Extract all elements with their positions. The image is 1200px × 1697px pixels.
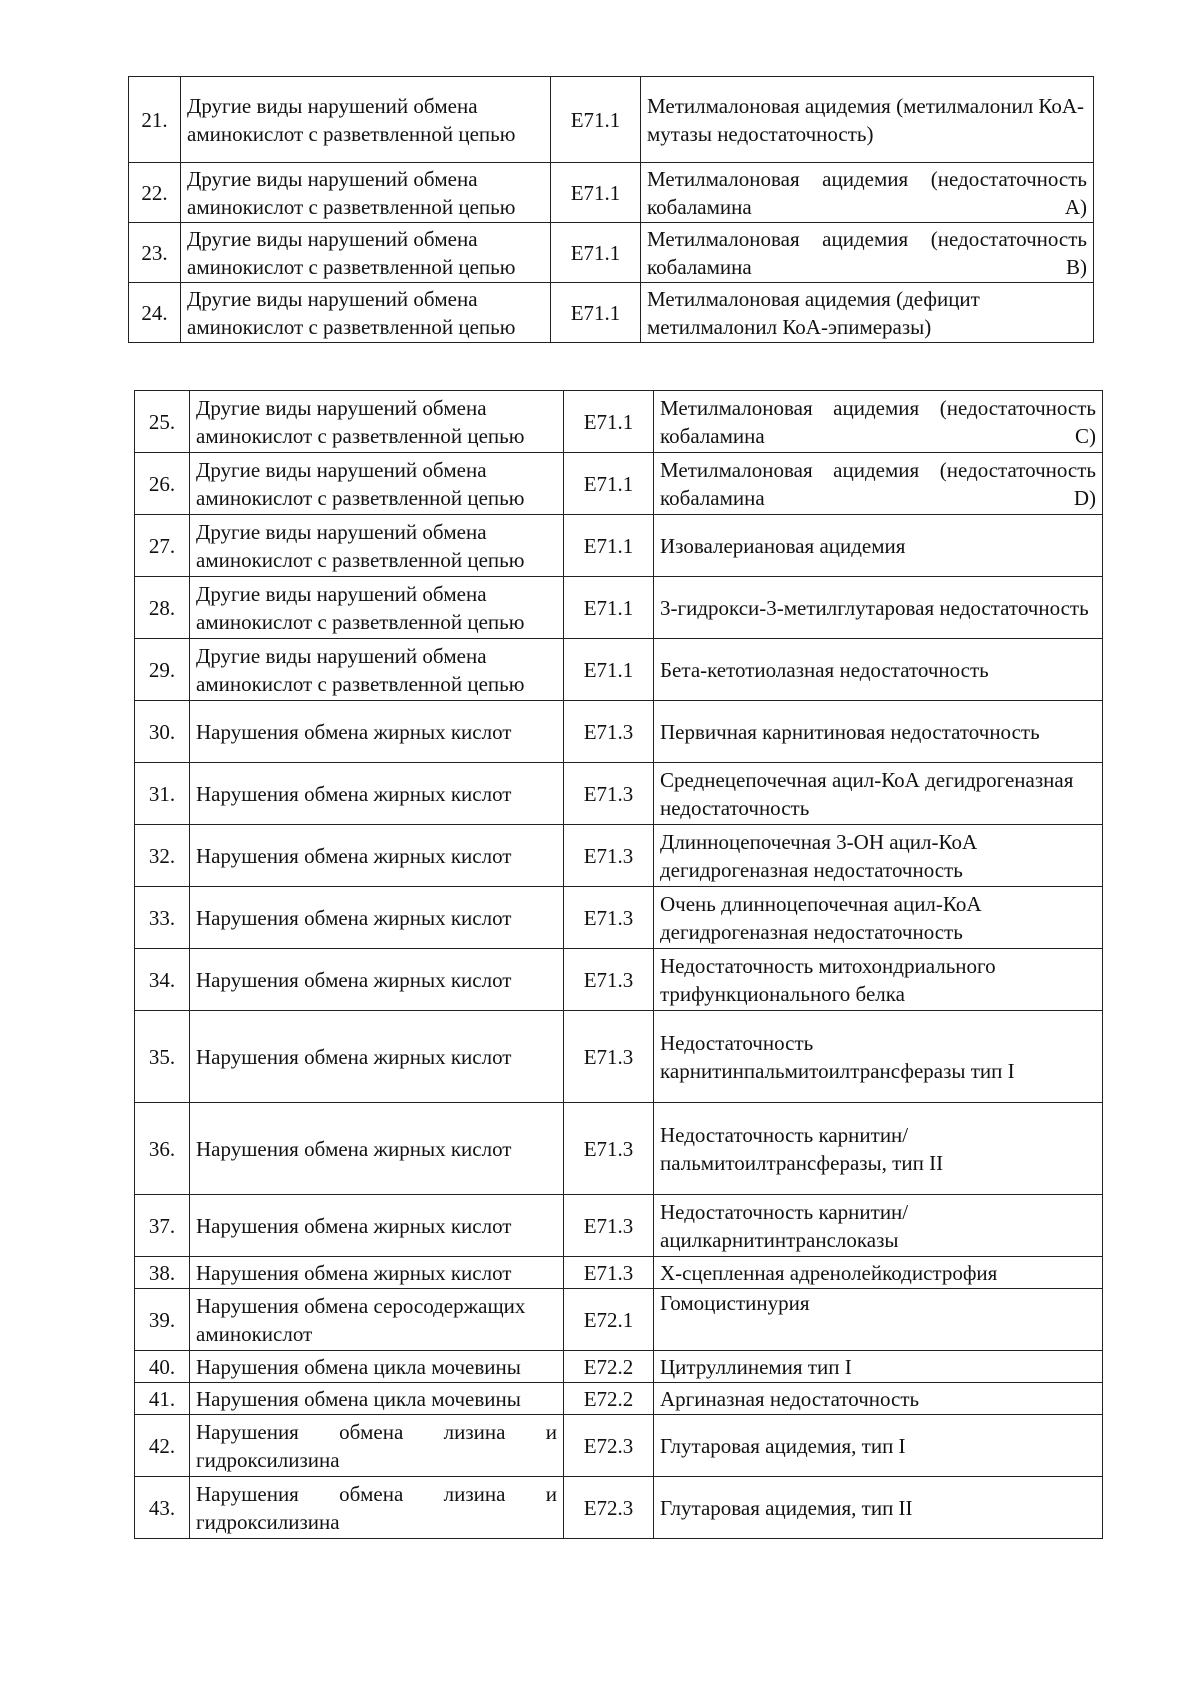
- disease-group: Другие виды нарушений обмена аминокислот с разветвленной цепью: [190, 577, 564, 639]
- table-row: [135, 1257, 1103, 1289]
- disease-group: Другие виды нарушений обмена аминокислот с разветвленной цепью: [181, 77, 551, 163]
- disease-group: Нарушения обмена жирных кислот: [190, 949, 564, 1011]
- disease-group: Другие виды нарушений обмена аминокислот с разветвленной цепью: [190, 453, 564, 515]
- disease-name: Х-сцепленная адренолейкодистрофия: [654, 1257, 1103, 1289]
- disease-group: Другие виды нарушений обмена аминокислот с разветвленной цепью: [181, 223, 551, 283]
- row-number: 35.: [135, 1011, 190, 1103]
- icd-code: E71.3: [564, 887, 654, 949]
- disease-name: Метилмалоновая ацидемия (недостаточность кобаламина B): [641, 223, 1094, 283]
- icd-code: E71.1: [551, 163, 641, 223]
- row-number: 33.: [135, 887, 190, 949]
- disease-group: Нарушения обмена жирных кислот: [190, 1195, 564, 1257]
- table-row: [135, 1383, 1103, 1415]
- disease-group: Другие виды нарушений обмена аминокислот с разветвленной цепью: [190, 639, 564, 701]
- row-number: 43.: [135, 1477, 190, 1539]
- disease-group: Нарушения обмена жирных кислот: [190, 887, 564, 949]
- disease-group: Нарушения обмена серосодержащих аминокислот: [190, 1289, 564, 1351]
- disease-name: Цитруллинемия тип I: [654, 1351, 1103, 1383]
- table-row: [135, 701, 1103, 763]
- table-row: [135, 639, 1103, 701]
- disease-name: Бета-кетотиолазная недостаточность: [654, 639, 1103, 701]
- icd-code: E71.3: [564, 825, 654, 887]
- disease-name: 3-гидрокси-3-метилглутаровая недостаточность: [654, 577, 1103, 639]
- disease-name: Недостаточность карнитин/ацилкарнитинтранслоказы: [654, 1195, 1103, 1257]
- row-number: 25.: [135, 391, 190, 453]
- table-row: [135, 1289, 1103, 1351]
- disease-group: Нарушения обмена жирных кислот: [190, 1103, 564, 1195]
- icd-code: E71.1: [564, 577, 654, 639]
- row-number: 31.: [135, 763, 190, 825]
- disease-name: Первичная карнитиновая недостаточность: [654, 701, 1103, 763]
- icd-code: E72.2: [564, 1383, 654, 1415]
- table-row: [135, 949, 1103, 1011]
- row-number: 22.: [129, 163, 181, 223]
- disease-group: Нарушения обмена жирных кислот: [190, 1011, 564, 1103]
- row-number: 23.: [129, 223, 181, 283]
- icd-code: E71.3: [564, 949, 654, 1011]
- disease-name: Изовалериановая ацидемия: [654, 515, 1103, 577]
- table-row: [135, 1415, 1103, 1477]
- icd-code: E72.2: [564, 1351, 654, 1383]
- table-row: [135, 391, 1103, 453]
- disease-group: Нарушения обмена жирных кислот: [190, 825, 564, 887]
- icd-code: E71.1: [564, 391, 654, 453]
- row-number: 40.: [135, 1351, 190, 1383]
- disease-table-part-2: [134, 390, 1103, 1539]
- disease-group: Нарушения обмена жирных кислот: [190, 1257, 564, 1289]
- icd-code: E71.3: [564, 1103, 654, 1195]
- table-row: [129, 77, 1094, 163]
- disease-group: Другие виды нарушений обмена аминокислот с разветвленной цепью: [190, 515, 564, 577]
- table-row: [135, 515, 1103, 577]
- row-number: 29.: [135, 639, 190, 701]
- table-row: [135, 1103, 1103, 1195]
- table-row: [135, 825, 1103, 887]
- row-number: 28.: [135, 577, 190, 639]
- disease-table-part-1: [128, 76, 1094, 343]
- row-number: 26.: [135, 453, 190, 515]
- disease-group: Другие виды нарушений обмена аминокислот с разветвленной цепью: [181, 283, 551, 343]
- row-number: 36.: [135, 1103, 190, 1195]
- row-number: 21.: [129, 77, 181, 163]
- icd-code: E71.1: [564, 515, 654, 577]
- icd-code: E71.3: [564, 1011, 654, 1103]
- table-row: [135, 887, 1103, 949]
- row-number: 24.: [129, 283, 181, 343]
- row-number: 42.: [135, 1415, 190, 1477]
- disease-name: Метилмалоновая ацидемия (недостаточность кобаламина A): [641, 163, 1094, 223]
- icd-code: E71.1: [564, 639, 654, 701]
- icd-code: E72.1: [564, 1289, 654, 1351]
- disease-name: Недостаточность карнитинпальмитоилтрансферазы тип I: [654, 1011, 1103, 1103]
- disease-name: Недостаточность карнитин/пальмитоилтрансферазы, тип II: [654, 1103, 1103, 1195]
- table-row: [129, 283, 1094, 343]
- table-row: [135, 453, 1103, 515]
- table-row: [135, 1195, 1103, 1257]
- icd-code: E71.1: [551, 223, 641, 283]
- icd-code: E72.3: [564, 1477, 654, 1539]
- row-number: 39.: [135, 1289, 190, 1351]
- disease-group: Нарушения обмена лизина и гидроксилизина: [190, 1477, 564, 1539]
- disease-name: Гомоцистинурия: [654, 1289, 1103, 1351]
- icd-code: E71.3: [564, 1195, 654, 1257]
- icd-code: E71.3: [564, 701, 654, 763]
- disease-name: Метилмалоновая ацидемия (дефицит метилмалонил КоА-эпимеразы): [641, 283, 1094, 343]
- disease-name: Метилмалоновая ацидемия (метилмалонил КоА-мутазы недостаточность): [641, 77, 1094, 163]
- row-number: 32.: [135, 825, 190, 887]
- row-number: 41.: [135, 1383, 190, 1415]
- disease-group: Нарушения обмена жирных кислот: [190, 763, 564, 825]
- icd-code: E71.3: [564, 1257, 654, 1289]
- table-row: [135, 1351, 1103, 1383]
- disease-name: Метилмалоновая ацидемия (недостаточность кобаламина C): [654, 391, 1103, 453]
- disease-name: Недостаточность митохондриального трифункционального белка: [654, 949, 1103, 1011]
- disease-group: Нарушения обмена цикла мочевины: [190, 1383, 564, 1415]
- row-number: 38.: [135, 1257, 190, 1289]
- disease-name: Аргиназная недостаточность: [654, 1383, 1103, 1415]
- row-number: 34.: [135, 949, 190, 1011]
- icd-code: E71.1: [551, 77, 641, 163]
- table-row: [135, 763, 1103, 825]
- disease-name: Длинноцепочечная 3-ОН ацил-КоА дегидрогеназная недостаточность: [654, 825, 1103, 887]
- table-row: [135, 1477, 1103, 1539]
- disease-group: Нарушения обмена цикла мочевины: [190, 1351, 564, 1383]
- table-row: [135, 577, 1103, 639]
- icd-code: E71.3: [564, 763, 654, 825]
- icd-code: E71.1: [551, 283, 641, 343]
- disease-name: Среднецепочечная ацил-КоА дегидрогеназная недостаточность: [654, 763, 1103, 825]
- table-row: [129, 163, 1094, 223]
- row-number: 37.: [135, 1195, 190, 1257]
- table-row: [129, 223, 1094, 283]
- disease-name: Глутаровая ацидемия, тип II: [654, 1477, 1103, 1539]
- disease-name: Очень длинноцепочечная ацил-КоА дегидрогеназная недостаточность: [654, 887, 1103, 949]
- disease-name: Глутаровая ацидемия, тип I: [654, 1415, 1103, 1477]
- icd-code: E71.1: [564, 453, 654, 515]
- disease-group: Нарушения обмена лизина и гидроксилизина: [190, 1415, 564, 1477]
- disease-group: Другие виды нарушений обмена аминокислот с разветвленной цепью: [190, 391, 564, 453]
- row-number: 30.: [135, 701, 190, 763]
- table-row: [135, 1011, 1103, 1103]
- disease-name: Метилмалоновая ацидемия (недостаточность кобаламина D): [654, 453, 1103, 515]
- disease-group: Другие виды нарушений обмена аминокислот с разветвленной цепью: [181, 163, 551, 223]
- row-number: 27.: [135, 515, 190, 577]
- disease-group: Нарушения обмена жирных кислот: [190, 701, 564, 763]
- icd-code: E72.3: [564, 1415, 654, 1477]
